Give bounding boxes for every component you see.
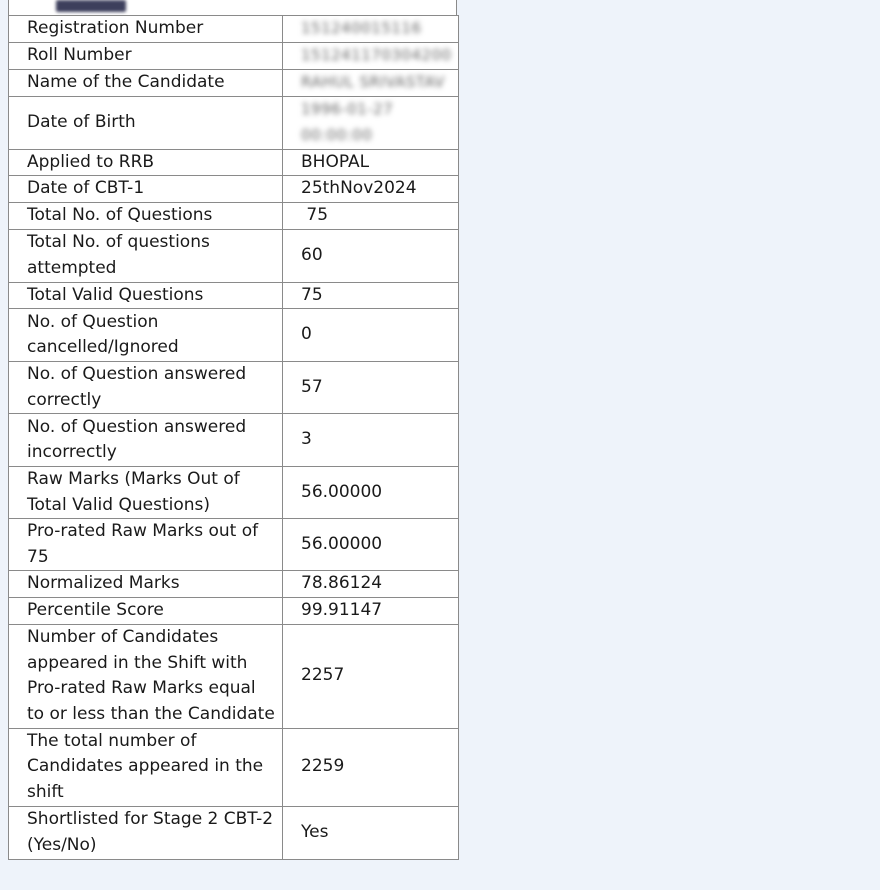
blurred-value: RAHUL SRIVASTAV	[301, 72, 445, 91]
row-label: Name of the Candidate	[9, 69, 283, 96]
table-row	[9, 203, 459, 230]
row-label: Date of CBT-1	[9, 176, 283, 203]
row-label: Total No. of Questions	[9, 203, 283, 230]
blurred-value: 151241170304200	[301, 45, 452, 64]
table-top-strip	[8, 0, 457, 15]
row-value	[283, 96, 459, 149]
result-table	[8, 15, 459, 860]
table-row	[9, 309, 459, 362]
table-row	[9, 176, 459, 203]
row-label: Total Valid Questions	[9, 282, 283, 309]
table-row	[9, 149, 459, 176]
blurred-value: 151240015116	[301, 19, 422, 37]
row-value: 78.86124	[283, 571, 459, 598]
row-label: No. of Question answered correctly	[9, 362, 283, 414]
table-row	[9, 624, 459, 728]
row-value: Yes	[283, 806, 459, 859]
row-label: Number of Candidates appeared in the Shift with Pro-rated Raw Marks equal to or less than the Candidate	[9, 624, 283, 728]
row-value: 0	[283, 309, 459, 362]
row-label: No. of Question answered incorrectly	[9, 414, 283, 467]
blurred-value: 1996-01-27 00:00:00	[301, 100, 394, 144]
row-value: 99.91147	[283, 598, 459, 625]
row-label: Roll Number	[9, 42, 283, 69]
table-row	[9, 806, 459, 859]
row-value: 57	[283, 362, 459, 414]
table-row	[9, 69, 459, 96]
row-label: Normalized Marks	[9, 571, 283, 598]
row-value: 75	[283, 203, 459, 230]
row-label: Date of Birth	[9, 96, 283, 149]
row-label: Percentile Score	[9, 598, 283, 625]
row-value: 3	[283, 414, 459, 467]
row-label: No. of Question cancelled/Ignored	[9, 309, 283, 362]
row-label: The total number of Candidates appeared in the shift	[9, 728, 283, 806]
row-value: 75	[283, 282, 459, 309]
candidate-photo	[56, 0, 126, 12]
table-row	[9, 414, 459, 467]
row-value	[283, 42, 459, 69]
table-row	[9, 96, 459, 149]
table-row	[9, 467, 459, 519]
row-label: Shortlisted for Stage 2 CBT-2 (Yes/No)	[9, 806, 283, 859]
row-value: 60	[283, 229, 459, 282]
table-row	[9, 282, 459, 309]
table-row	[9, 362, 459, 414]
row-value: BHOPAL	[283, 149, 459, 176]
row-value: 56.00000	[283, 519, 459, 571]
row-value: 25thNov2024	[283, 176, 459, 203]
row-value: 56.00000	[283, 467, 459, 519]
row-label: Raw Marks (Marks Out of Total Valid Questions)	[9, 467, 283, 519]
row-value	[283, 16, 459, 43]
table-row	[9, 42, 459, 69]
table-row	[9, 16, 459, 43]
row-label: Total No. of questions attempted	[9, 229, 283, 282]
table-row	[9, 571, 459, 598]
row-value: 2257	[283, 624, 459, 728]
row-value	[283, 69, 459, 96]
table-row	[9, 519, 459, 571]
table-row	[9, 229, 459, 282]
row-label: Applied to RRB	[9, 149, 283, 176]
table-row	[9, 598, 459, 625]
table-row	[9, 728, 459, 806]
row-value: 2259	[283, 728, 459, 806]
row-label: Pro-rated Raw Marks out of 75	[9, 519, 283, 571]
row-label: Registration Number	[9, 16, 283, 43]
